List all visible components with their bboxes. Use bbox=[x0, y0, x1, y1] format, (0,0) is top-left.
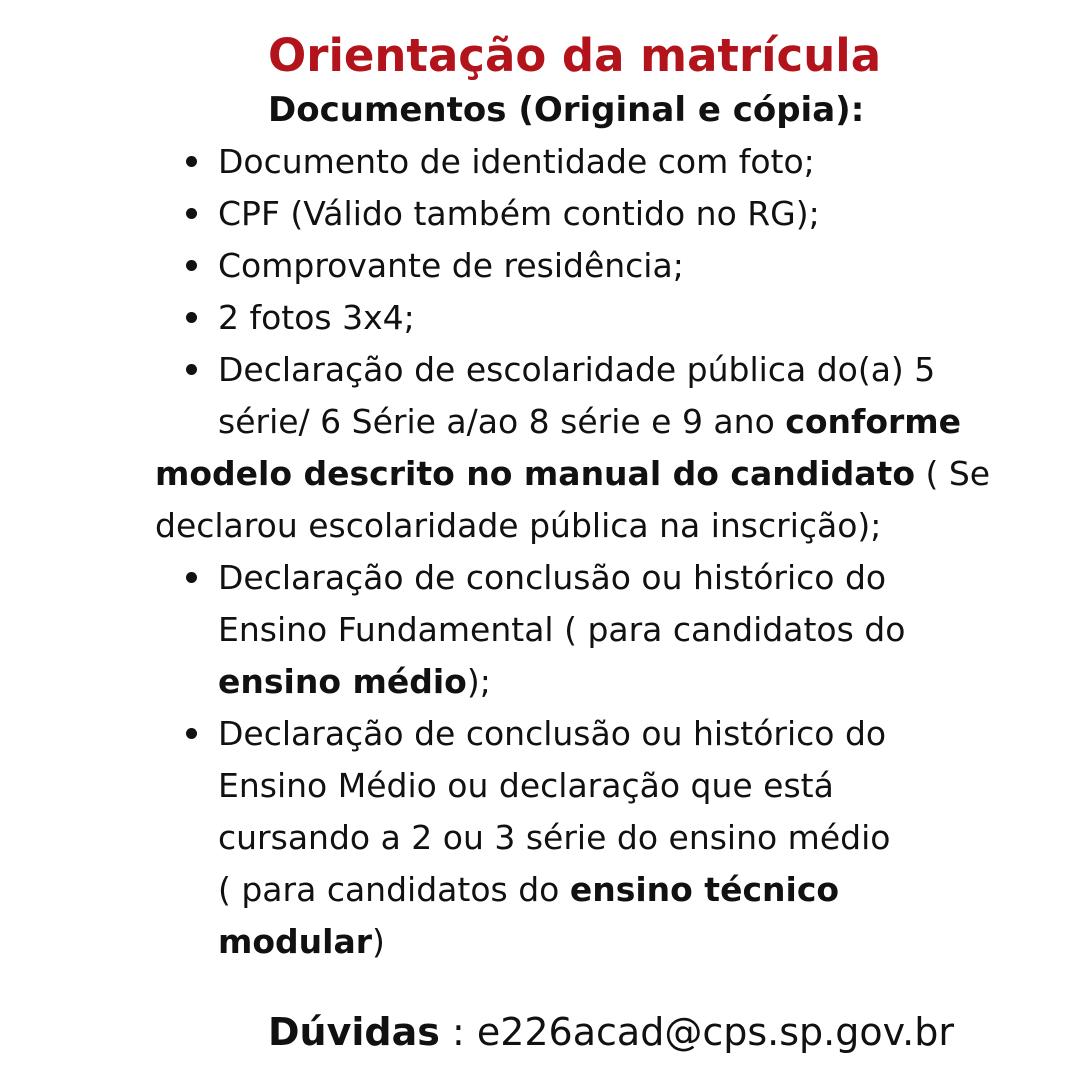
contact-label: Dúvidas bbox=[268, 1010, 440, 1054]
page-title: Orientação da matrícula bbox=[268, 29, 882, 82]
item-text: ) bbox=[372, 922, 385, 961]
contact-separator: : bbox=[439, 1010, 477, 1054]
list-item-fundamental bbox=[0, 552, 1080, 708]
item-text: ( para candidatos do bbox=[218, 870, 570, 909]
bullet-icon bbox=[186, 728, 197, 739]
item-emphasis: modular bbox=[218, 922, 373, 961]
item-text-line: Declaração de conclusão ou histórico do bbox=[218, 714, 887, 753]
bullet-icon bbox=[186, 312, 197, 323]
item-text: 2 fotos 3x4; bbox=[218, 298, 415, 337]
item-text-line: cursando a 2 ou 3 série do ensino médio bbox=[218, 818, 891, 857]
item-text: ); bbox=[466, 662, 491, 701]
documents-list bbox=[0, 136, 1080, 968]
item-text-line bbox=[218, 656, 1040, 708]
bullet-icon bbox=[186, 208, 197, 219]
bullet-icon bbox=[186, 156, 197, 167]
item-text-line: Ensino Fundamental ( para candidatos do bbox=[218, 610, 906, 649]
item-text-line: Ensino Médio ou declaração que está bbox=[218, 766, 834, 805]
contact-footer bbox=[268, 1004, 954, 1060]
item-emphasis: ensino médio bbox=[218, 662, 467, 701]
item-emphasis: ensino técnico bbox=[569, 870, 840, 909]
item-text: Documento de identidade com foto; bbox=[218, 142, 815, 181]
item-text-line: declarou escolaridade pública na inscrição); bbox=[155, 506, 882, 545]
contact-email[interactable]: e226acad@cps.sp.gov.br bbox=[476, 1010, 954, 1054]
bullet-icon bbox=[186, 364, 197, 375]
list-item-identity bbox=[0, 136, 1080, 188]
item-text-line: Declaração de conclusão ou histórico do bbox=[218, 558, 887, 597]
list-item-photos bbox=[0, 292, 1080, 344]
bullet-icon bbox=[186, 260, 197, 271]
item-text-line: Declaração de escolaridade pública do(a) 5 bbox=[218, 350, 936, 389]
item-text: CPF (Válido também contido no RG); bbox=[218, 194, 820, 233]
item-text-line bbox=[218, 864, 1040, 916]
item-emphasis: conforme bbox=[785, 402, 962, 441]
item-text: Comprovante de residência; bbox=[218, 246, 684, 285]
list-item-high-school bbox=[0, 708, 1080, 968]
bullet-icon bbox=[186, 572, 197, 583]
item-text-line bbox=[155, 448, 1040, 500]
item-text: ( Se bbox=[915, 454, 991, 493]
item-text-line bbox=[218, 916, 1040, 968]
item-emphasis: modelo descrito no manual do candidato bbox=[155, 454, 915, 493]
list-item-public-schooling bbox=[0, 344, 1080, 552]
item-text-line bbox=[218, 396, 1040, 448]
documents-subtitle: Documentos (Original e cópia): bbox=[268, 90, 865, 130]
list-item-cpf bbox=[0, 188, 1080, 240]
list-item-residence bbox=[0, 240, 1080, 292]
item-text: série/ 6 Série a/ao 8 série e 9 ano bbox=[218, 402, 786, 441]
